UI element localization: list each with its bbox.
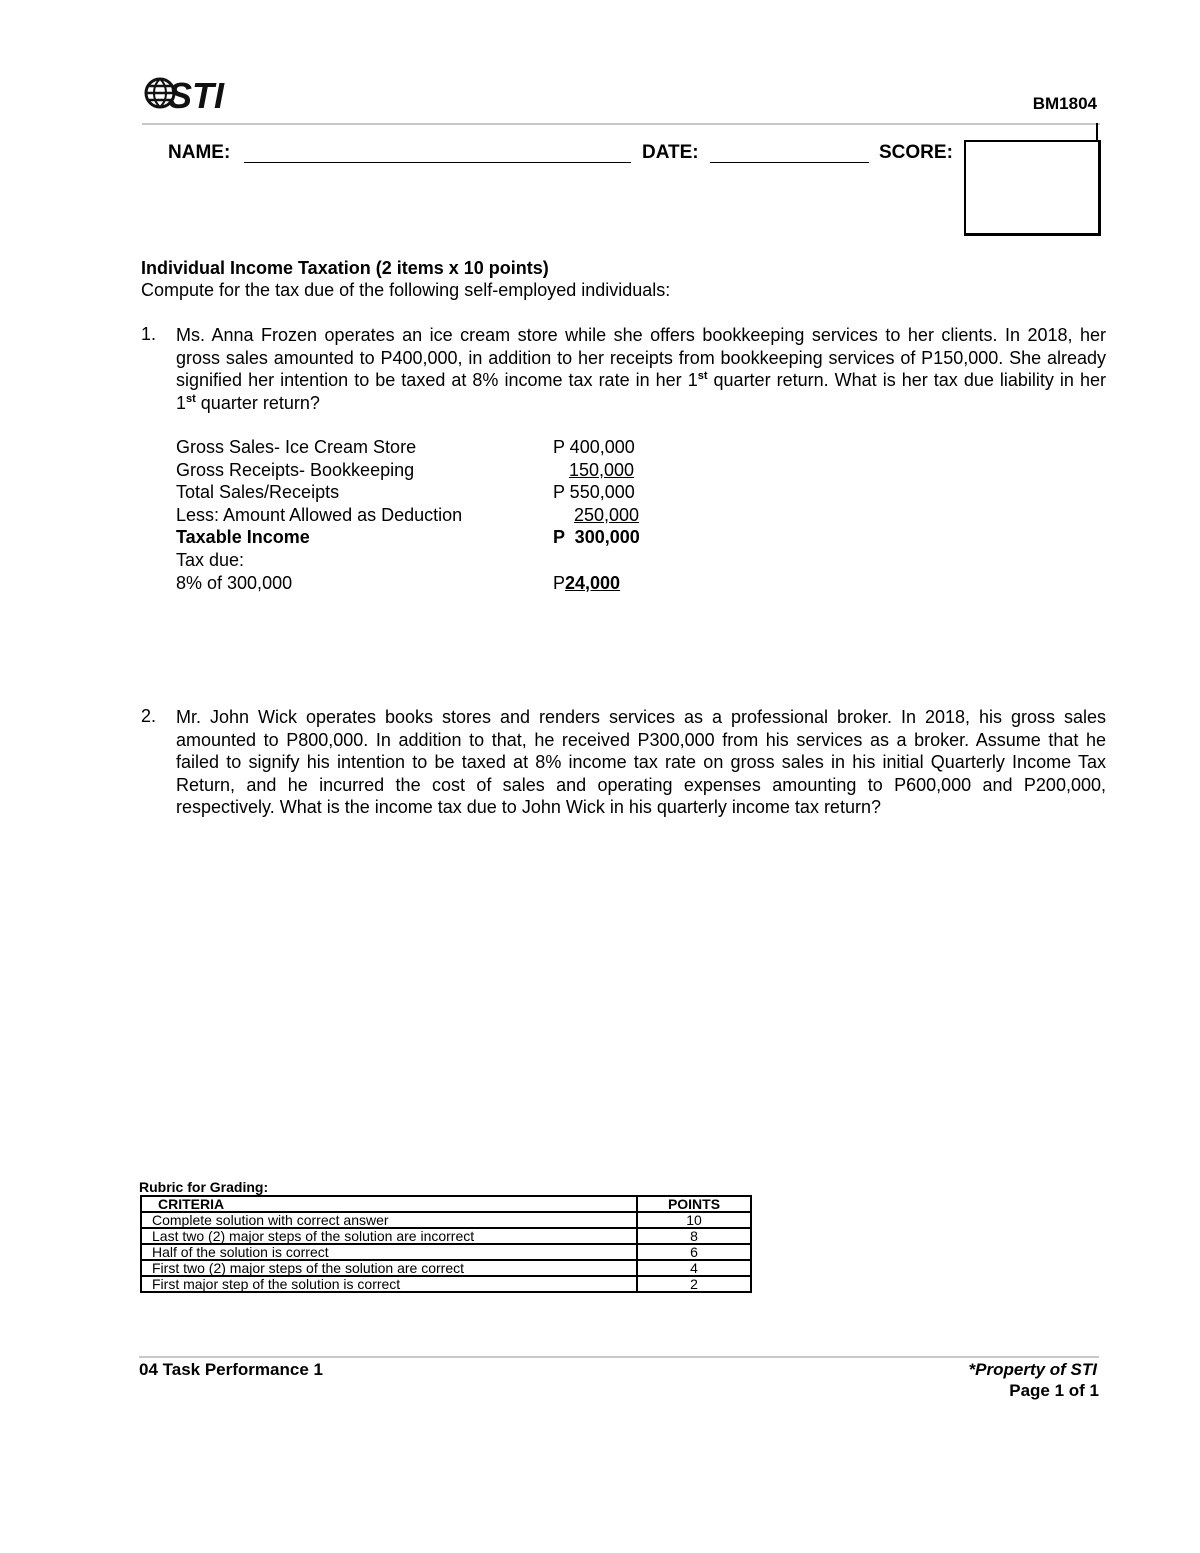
criteria-cell: First major step of the solution is correct (141, 1276, 637, 1292)
solution-row: Tax due: (176, 550, 245, 570)
section-title: Individual Income Taxation (2 items x 10 points) (141, 258, 549, 278)
solution-row-tax-due: 8% of 300,000 P 24,000 (176, 573, 621, 593)
criteria-cell: Last two (2) major steps of the solution are incorrect (141, 1228, 637, 1244)
page-number: Page 1 of 1 (1009, 1381, 1099, 1400)
question-1-text: Ms. Anna Frozen operates an ice cream store while she offers bookkeeping services to her clients. In 2018, her gross sales amounted to P400,000, in addition to her receipts from bookkeeping services of P150,000. She already signified her intention to be taxed at 8% income tax rate in her 1st quarter return. What is her tax due liability in her 1st quarter return? (176, 325, 1106, 413)
solution-row: Gross Sales- Ice Cream Store P 400,000 (176, 437, 635, 457)
property-note: *Property of STI (968, 1360, 1097, 1379)
points-cell: 8 (637, 1228, 751, 1244)
criteria-header: CRITERIA (141, 1196, 637, 1212)
solution-row-taxable-income: Taxable Income P 300,000 (176, 527, 640, 547)
logo-text: STI (168, 75, 225, 114)
points-cell: 4 (637, 1260, 751, 1276)
question-2-text: Mr. John Wick operates books stores and renders services as a professional broker. In 2018, his gross sales amounted to P800,000. In addition to that, he received P300,000 from his services as a broker. Assume that he failed to signify his intention to be taxed at 8% income tax rate on gross sales in his initial Quarterly Income Tax Return, and he incurred the cost of sales and operating expenses amounting to P600,000 and P200,000, respectively. What is the income tax due to John Wick in his quarterly income tax return? (176, 707, 1106, 818)
question-1-number: 1. (141, 324, 157, 344)
criteria-cell: Half of the solution is correct (141, 1244, 637, 1260)
header-divider (142, 123, 1100, 125)
solution-row: Gross Receipts- Bookkeeping 150,000 (176, 460, 635, 480)
course-code: BM1804 (1032, 94, 1097, 113)
solution-row: Less: Amount Allowed as Deduction 250,000 (176, 505, 640, 525)
rubric-header-row (141, 1196, 751, 1212)
table-row (141, 1228, 751, 1244)
date-field[interactable] (710, 142, 869, 163)
score-label: SCORE: (879, 142, 953, 163)
criteria-cell: Complete solution with correct answer (141, 1212, 637, 1228)
sti-logo (142, 70, 232, 114)
points-cell: 10 (637, 1212, 751, 1228)
question-2-number: 2. (141, 706, 157, 726)
points-cell: 2 (637, 1276, 751, 1292)
score-box-tick (1096, 123, 1098, 141)
name-field[interactable] (244, 142, 631, 163)
criteria-cell: First two (2) major steps of the solution are correct (141, 1260, 637, 1276)
date-label: DATE: (642, 142, 699, 163)
points-cell: 6 (637, 1244, 751, 1260)
table-row (141, 1212, 751, 1228)
solution-row: Total Sales/Receipts P 550,000 (176, 482, 635, 502)
name-label: NAME: (168, 142, 231, 163)
table-row (141, 1244, 751, 1260)
rubric-title: Rubric for Grading: (139, 1179, 269, 1195)
table-row (141, 1276, 751, 1292)
footer-divider (139, 1356, 1099, 1358)
points-header: POINTS (637, 1196, 751, 1212)
instruction-text: Compute for the tax due of the following self-employed individuals: (141, 280, 671, 300)
task-title: 04 Task Performance 1 (139, 1360, 323, 1379)
score-box[interactable] (964, 140, 1101, 236)
rubric-table (140, 1195, 752, 1293)
table-row (141, 1260, 751, 1276)
